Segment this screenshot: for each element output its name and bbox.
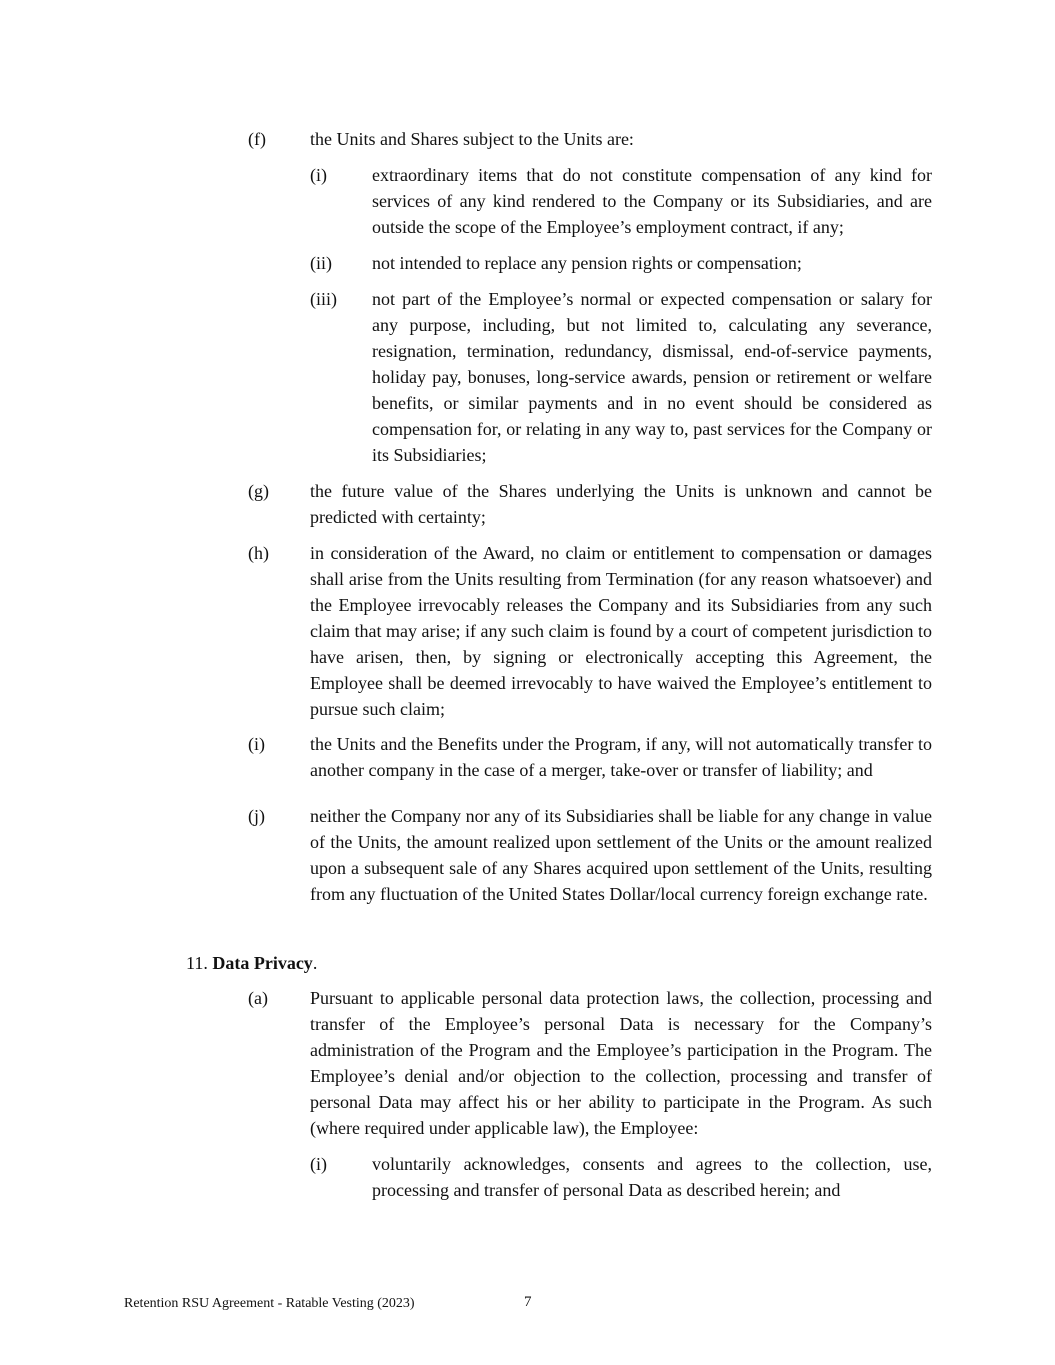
item-f-iii-label: (iii) bbox=[310, 289, 337, 309]
item-j-text: neither the Company nor any of its Subsidiaries shall be liable for any change in value of the Units, the amount realized upon settlement of the Units or the amount realized upon a subsequent sale of any Shares acquired upon settlement of the Units, resulting from any fluctuation of the United States Dollar/local currency foreign exchange rate. bbox=[310, 806, 932, 904]
item-g-text: the future value of the Shares underlying the Units is unknown and cannot be predicted with certainty; bbox=[310, 481, 932, 527]
item-f-i-text: extraordinary items that do not constitute compensation of any kind for services of any kind rendered to the Company or its Subsidiaries, and are outside the scope of the Employee’s employment contract, if any; bbox=[372, 165, 932, 237]
item-f-label: (f) bbox=[248, 129, 266, 149]
footer-document-title: Retention RSU Agreement - Ratable Vesting (2023) bbox=[124, 1296, 415, 1311]
section-11-period: . bbox=[312, 953, 318, 973]
item-f-ii-label: (ii) bbox=[310, 253, 332, 273]
item-f-text: the Units and Shares subject to the Units are: bbox=[310, 129, 634, 149]
item-f-ii-text: not intended to replace any pension rights or compensation; bbox=[372, 253, 802, 273]
item-a-label: (a) bbox=[248, 988, 268, 1008]
item-h-label: (h) bbox=[248, 543, 269, 563]
section-11-title: Data Privacy bbox=[212, 953, 313, 973]
footer-page-number: 7 bbox=[524, 1294, 532, 1310]
section-11-heading bbox=[186, 950, 317, 976]
item-j-label: (j) bbox=[248, 806, 265, 826]
item-i-label: (i) bbox=[248, 734, 265, 754]
item-a-i-label: (i) bbox=[310, 1154, 327, 1174]
item-i-text: the Units and the Benefits under the Program, if any, will not automatically transfer to another company in the case of a merger, take-over or transfer of liability; and bbox=[310, 734, 932, 780]
item-f-i-label: (i) bbox=[310, 165, 327, 185]
item-a-text: Pursuant to applicable personal data protection laws, the collection, processing and transfer of the Employee’s personal Data is necessary for the Company’s administration of the Program and the Employee’s participation in the Program. The Employee’s denial and/or objection to the collection, processing and transfer of personal Data may affect his or her ability to participate in the Program. As such (where required under applicable law), the Employee: bbox=[310, 988, 932, 1138]
item-h-text: in consideration of the Award, no claim or entitlement to compensation or damages shall arise from the Units resulting from Termination (for any reason whatsoever) and the Employee irrevocably releases the Company and its Subsidiaries from any such claim that may arise; if any such claim is found by a court of competent jurisdiction to have arisen, then, by signing or electronically accepting this Agreement, the Employee shall be deemed irrevocably to have waived the Employee’s entitlement to pursue such claim; bbox=[310, 543, 932, 719]
item-f-iii-text: not part of the Employee’s normal or expected compensation or salary for any purpose, including, but not limited to, calculating any severance, resignation, termination, redundancy, dismissal, end-of-service payments, holiday pay, bonuses, long-service awards, pension or retirement or welfare benefits, or similar payments and in no event should be considered as compensation for, or relating in any way to, past services for the Company or its Subsidiaries; bbox=[372, 289, 932, 465]
section-11-number: 11. bbox=[186, 953, 208, 973]
item-a-i-text: voluntarily acknowledges, consents and agrees to the collection, use, processing and transfer of personal Data as described herein; and bbox=[372, 1154, 932, 1200]
item-g-label: (g) bbox=[248, 481, 269, 501]
